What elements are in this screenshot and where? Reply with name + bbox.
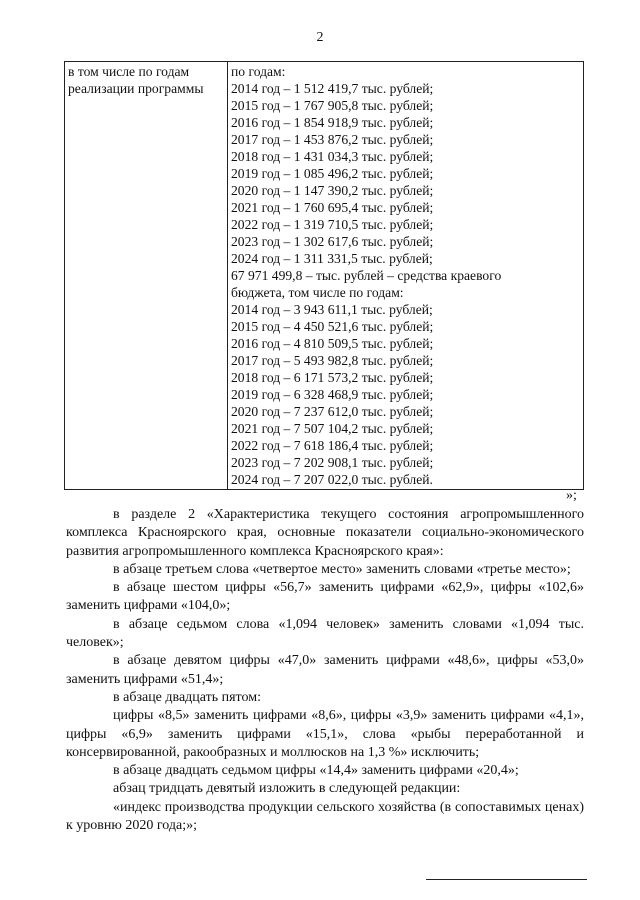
- funding-table: [64, 61, 584, 490]
- table-cell-values: [228, 62, 584, 490]
- cell-line: 2017 год – 1 453 876,2 тыс. рублей;: [231, 132, 434, 147]
- cell-line: 2014 год – 3 943 611,1 тыс. рублей;: [231, 302, 433, 317]
- cell-line: 2018 год – 6 171 573,2 тыс. рублей;: [231, 370, 434, 385]
- cell-line: 67 971 499,8 – тыс. рублей – средства краевого: [231, 268, 502, 283]
- paragraph: в абзаце третьем слова «четвертое место» заменить словами «третье место»;: [113, 561, 571, 577]
- cell-line: 2020 год – 7 237 612,0 тыс. рублей;: [231, 404, 434, 419]
- cell-line: 2021 год – 1 760 695,4 тыс. рублей;: [231, 200, 434, 215]
- paragraph: «индекс производства продукции сельского хозяйства (в сопоставимых ценах) к уровню 2020 года;»;: [66, 799, 584, 834]
- paragraph: цифры «8,5» заменить цифрами «8,6», цифры «3,9» заменить цифрами «4,1», цифры «6,9» заменить цифрами «15,1», слова «рыбы переработанной и консервированной, ракообразных и моллюсков на 1,3 %» исключить;: [66, 708, 584, 760]
- cell-line: 2016 год – 1 854 918,9 тыс. рублей;: [231, 115, 434, 130]
- cell-line: 2023 год – 7 202 908,1 тыс. рублей;: [231, 455, 434, 470]
- cell-line: 2015 год – 1 767 905,8 тыс. рублей;: [231, 98, 434, 113]
- table-row: [65, 62, 584, 490]
- cell-line: 2023 год – 1 302 617,6 тыс. рублей;: [231, 234, 434, 249]
- cell-line: по годам:: [231, 64, 286, 79]
- cell-line: реализации программы: [68, 81, 204, 96]
- cell-line: 2022 год – 1 319 710,5 тыс. рублей;: [231, 217, 434, 232]
- paragraph: в абзаце двадцать пятом:: [113, 689, 261, 705]
- cell-line: бюджета, том числе по годам:: [231, 285, 404, 300]
- paragraph: в абзаце шестом цифры «56,7» заменить цифрами «62,9», цифры «102,6» заменить цифрами «104,0»;: [66, 580, 584, 614]
- closing-quote-mark: »;: [566, 488, 577, 503]
- page-number: 2: [316, 30, 324, 45]
- paragraph: в абзаце девятом цифры «47,0» заменить цифрами «48,6», цифры «53,0» заменить цифрами «51,4»;: [66, 653, 584, 687]
- cell-line: 2020 год – 1 147 390,2 тыс. рублей;: [231, 183, 434, 198]
- amendment-text: [66, 506, 584, 835]
- cell-line: 2015 год – 4 450 521,6 тыс. рублей;: [231, 319, 434, 334]
- cell-line: 2016 год – 4 810 509,5 тыс. рублей;: [231, 336, 434, 351]
- cell-line: 2022 год – 7 618 186,4 тыс. рублей;: [231, 438, 434, 453]
- cell-line: 2024 год – 7 207 022,0 тыс. рублей.: [231, 472, 433, 487]
- cell-line: 2017 год – 5 493 982,8 тыс. рублей;: [231, 353, 434, 368]
- paragraph: в разделе 2 «Характеристика текущего состояния агропромышленного комплекса Красноярского края, основные показатели социально-экономического развития агропромышленного комплекса Красноярского края»:: [66, 507, 584, 559]
- cell-line: 2024 год – 1 311 331,5 тыс. рублей;: [231, 251, 433, 266]
- cell-line: 2019 год – 6 328 468,9 тыс. рублей;: [231, 387, 434, 402]
- paragraph: в абзаце двадцать седьмом цифры «14,4» заменить цифрами «20,4»;: [113, 763, 519, 779]
- table-cell-label: [65, 62, 228, 490]
- paragraph: в абзаце седьмом слова «1,094 человек» заменить словами «1,094 тыс. человек»;: [66, 616, 584, 651]
- cell-line: 2014 год – 1 512 419,7 тыс. рублей;: [231, 81, 434, 96]
- footer-rule: [426, 879, 587, 880]
- cell-line: в том числе по годам: [68, 64, 190, 79]
- paragraph: абзац тридцать девятый изложить в следующей редакции:: [113, 781, 461, 797]
- cell-line: 2018 год – 1 431 034,3 тыс. рублей;: [231, 149, 434, 164]
- cell-line: 2019 год – 1 085 496,2 тыс. рублей;: [231, 166, 434, 181]
- cell-line: 2021 год – 7 507 104,2 тыс. рублей;: [231, 421, 434, 436]
